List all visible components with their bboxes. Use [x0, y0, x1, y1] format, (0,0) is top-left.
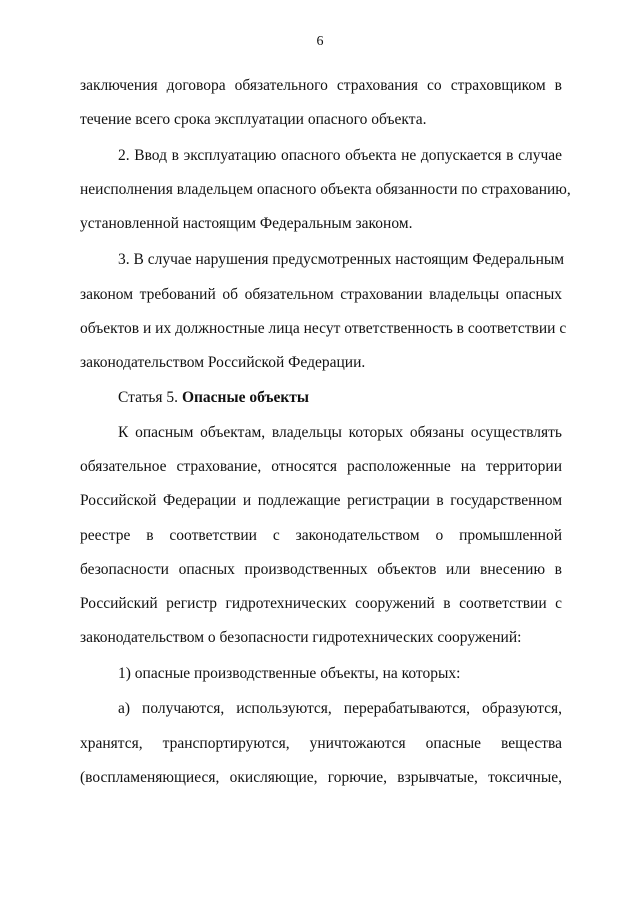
text-line: законодательством о безопасности гидротехнических сооружений:: [80, 629, 522, 646]
text-line: хранятся, транспортируются, уничтожаются опасные вещества: [80, 735, 562, 752]
text-line: неисполнения владельцем опасного объекта обязанности по страхованию,: [80, 181, 571, 198]
article-title: Опасные объекты: [181, 389, 310, 406]
text-line: безопасности опасных производственных объектов или внесению в: [80, 561, 562, 578]
page-number: 6: [316, 34, 324, 49]
text-line: заключения договора обязательного страхования со страховщиком в: [80, 77, 562, 94]
article-number: Статья 5.: [118, 389, 182, 406]
article-paragraph-start: К опасным объектам, владельцы которых обязаны осуществлять: [118, 424, 562, 441]
text-line: установленной настоящим Федеральным законом.: [80, 215, 413, 232]
text-line: обязательное страхование, относятся расположенные на территории: [80, 458, 562, 475]
text-line: Российский регистр гидротехнических сооружений в соответствии с: [80, 595, 562, 612]
article-heading: [118, 388, 309, 408]
paragraph-3-start: 3. В случае нарушения предусмотренных настоящим Федеральным: [118, 251, 565, 268]
sub-item-a: а) получаются, используются, перерабатываются, образуются,: [118, 700, 562, 717]
text-line: реестре в соответствии с законодательством о промышленной: [80, 527, 562, 544]
list-item-1: 1) опасные производственные объекты, на которых:: [118, 665, 461, 682]
text-line: (воспламеняющиеся, окисляющие, горючие, взрывчатые, токсичные,: [80, 769, 562, 786]
text-line: объектов и их должностные лица несут ответственность в соответствии с: [80, 320, 567, 337]
text-line: законодательством Российской Федерации.: [80, 354, 366, 371]
paragraph-2-start: 2. Ввод в эксплуатацию опасного объекта не допускается в случае: [118, 147, 562, 164]
text-line: Российской Федерации и подлежащие регистрации в государственном: [80, 492, 562, 509]
text-line: течение всего срока эксплуатации опасного объекта.: [80, 111, 427, 128]
text-line: законом требований об обязательном страховании владельцы опасных: [80, 286, 562, 303]
